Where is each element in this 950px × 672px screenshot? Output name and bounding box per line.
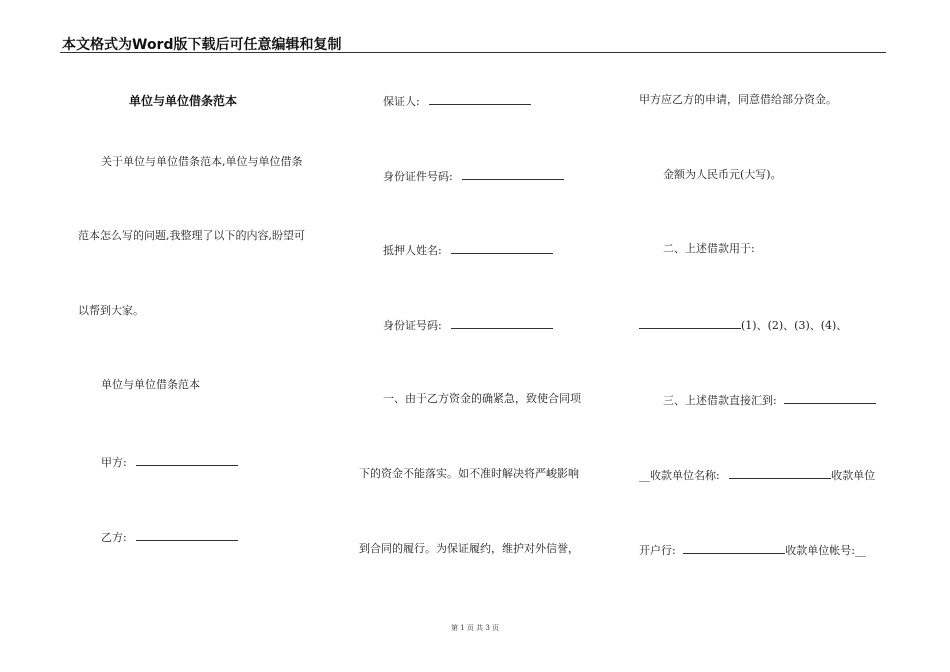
guarantor-field <box>383 93 531 109</box>
party-a-blank <box>136 454 238 466</box>
header-divider <box>60 52 886 53</box>
purpose-items-line <box>639 317 847 333</box>
party-a-label: 甲方: <box>101 456 127 469</box>
amount-line: 金额为人民币元(大写)。 <box>663 168 782 181</box>
id-number2-label: 身份证号码: <box>383 319 442 332</box>
id-number-blank <box>462 168 564 180</box>
payee-name-blank <box>729 467 831 479</box>
remit-label: 三、上述借款直接汇到: <box>663 394 777 407</box>
bank-blank <box>683 542 785 554</box>
payee-name-label: __收款单位名称: <box>639 469 720 482</box>
party-b-blank <box>136 529 238 541</box>
purpose-items-text: (1)、(2)、(3)、(4)、 <box>741 319 848 332</box>
document-header-title: 本文格式为Word版下载后可任意编辑和复制 <box>62 37 342 53</box>
party-a-field <box>101 454 238 470</box>
purpose-blank <box>639 317 741 329</box>
payee-name-line <box>639 467 875 483</box>
id-number2-field <box>383 317 553 333</box>
clause1-line-3: 到合同的履行。为保证履约，维护对外信誉， <box>359 542 579 555</box>
intro-line-2: 范本怎么写的问题,我整理了以下的内容,盼望可 <box>78 229 305 242</box>
intro-line-1: 关于单位与单位借条范本,单位与单位借条 <box>101 155 303 168</box>
mortgagor-blank <box>451 242 553 254</box>
page-number-footer: 第 1 页 共 3 页 <box>450 624 500 632</box>
clause1-line-1: 一、由于乙方资金的确紧急，致使合同项 <box>383 392 581 405</box>
id-number-field <box>383 168 564 184</box>
remit-line <box>663 392 876 408</box>
account-label: 收款单位帐号: <box>785 544 855 557</box>
id-number-label: 身份证件号码: <box>383 170 453 183</box>
agree-line: 甲方应乙方的申请，同意借给部分资金。 <box>639 93 837 106</box>
remit-blank <box>784 392 876 404</box>
account-blank: __ <box>854 544 866 557</box>
id-number2-blank <box>451 317 553 329</box>
bank-label: 开户行: <box>639 544 676 557</box>
party-b-label: 乙方: <box>101 531 127 544</box>
bank-account-line <box>639 542 866 558</box>
party-b-field <box>101 529 238 545</box>
payee-name-suffix: 收款单位 <box>831 469 876 482</box>
guarantor-blank <box>429 93 531 105</box>
mortgagor-field <box>383 242 553 258</box>
mortgagor-label: 抵押人姓名: <box>383 244 442 257</box>
purpose-line: 二、上述借款用于: <box>663 242 755 255</box>
document-title: 单位与单位借条范本 <box>129 94 238 108</box>
intro-line-3: 以帮到大家。 <box>78 304 144 317</box>
section-subtitle: 单位与单位借条范本 <box>101 378 200 391</box>
guarantor-label: 保证人: <box>383 95 420 108</box>
clause1-line-2: 下的资金不能落实。如不准时解决将严峻影响 <box>359 467 579 480</box>
